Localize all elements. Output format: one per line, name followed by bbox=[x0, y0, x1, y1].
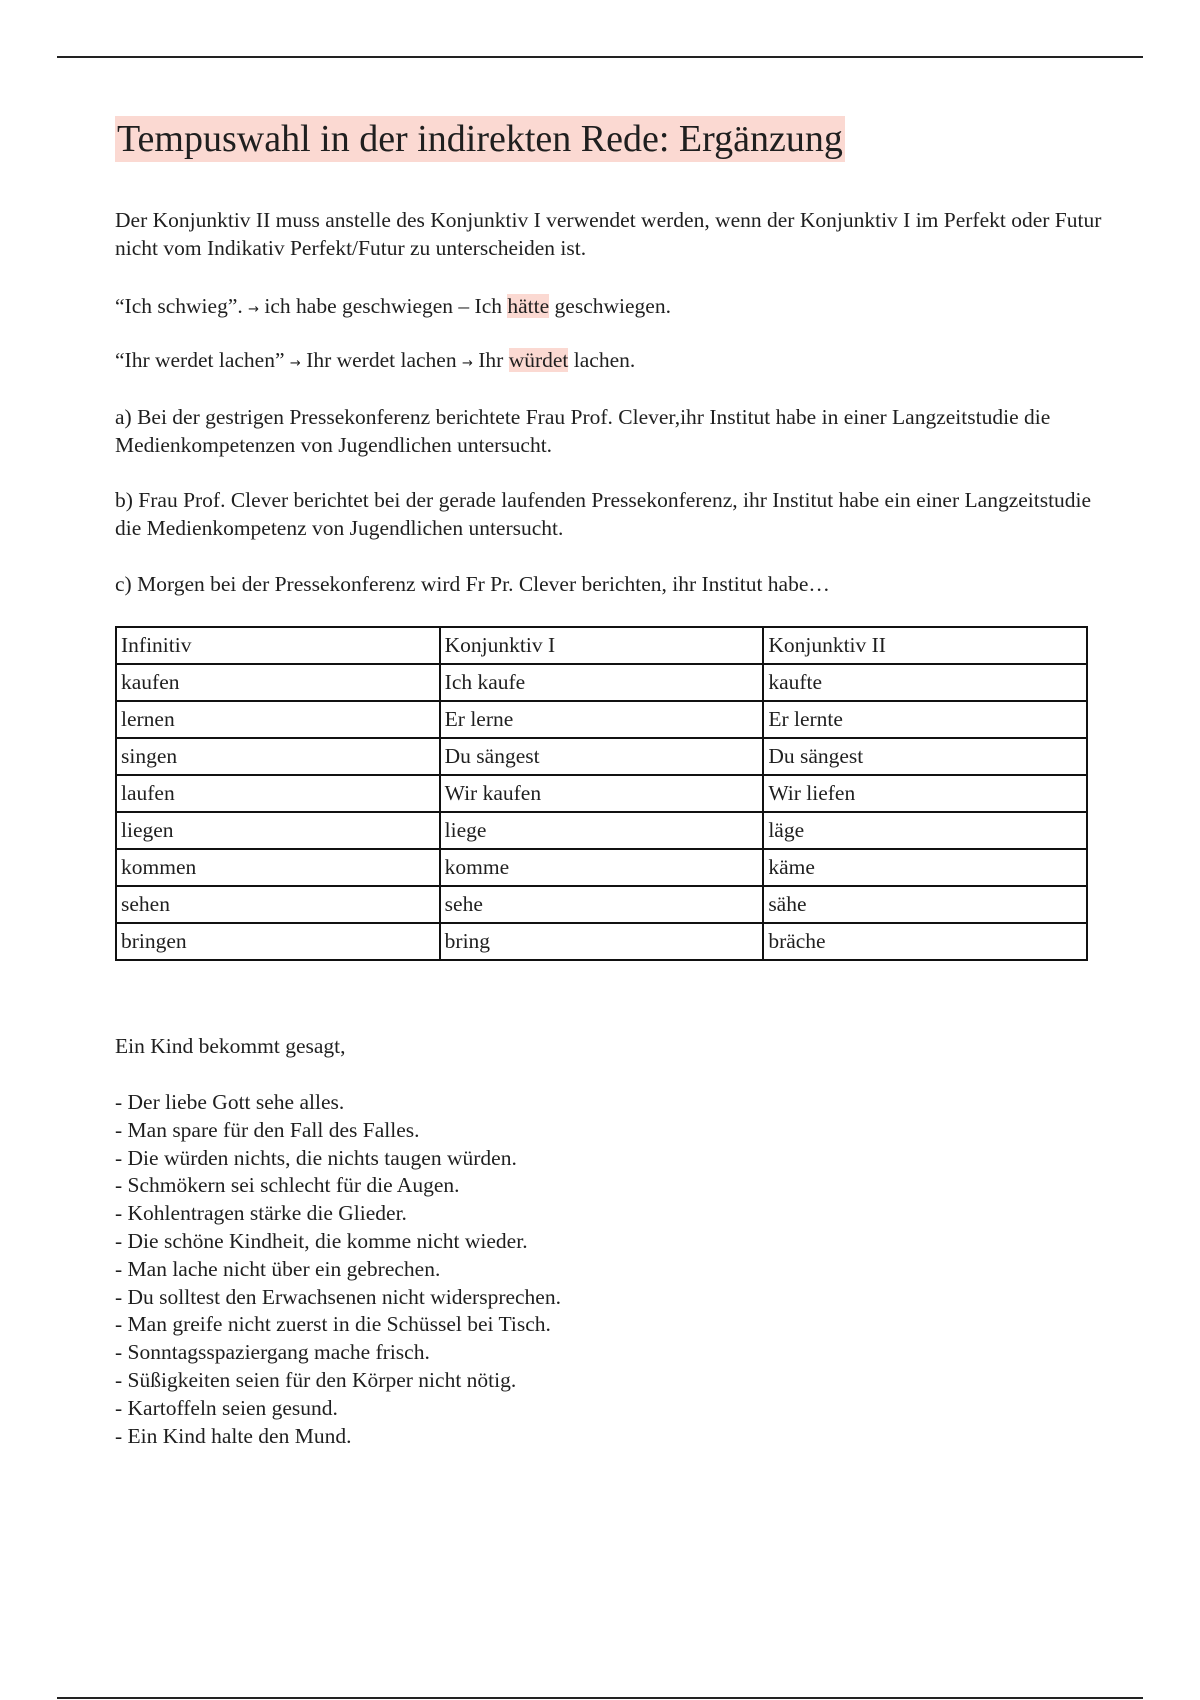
list-item: - Schmökern sei schlecht für die Augen. bbox=[115, 1173, 460, 1198]
list-item: - Sonntagsspaziergang mache frisch. bbox=[115, 1340, 430, 1365]
example-1 bbox=[115, 292, 1105, 324]
table-cell: Du sängest bbox=[763, 738, 1087, 775]
table-cell: Er lernte bbox=[763, 701, 1087, 738]
list-item: - Ein Kind halte den Mund. bbox=[115, 1423, 352, 1448]
table-cell: käme bbox=[763, 849, 1087, 886]
table-cell: kaufte bbox=[763, 664, 1087, 701]
table-row bbox=[116, 923, 1087, 960]
table-cell: sehe bbox=[440, 886, 764, 923]
list-item: - Kartoffeln seien gesund. bbox=[115, 1395, 338, 1420]
table-cell: Wir kaufen bbox=[440, 775, 764, 812]
table-cell: sehen bbox=[116, 886, 440, 923]
example-2-quote: “Ihr werdet lachen” bbox=[115, 348, 285, 372]
table-cell: kommen bbox=[116, 849, 440, 886]
task-b: b) Frau Prof. Clever berichtet bei der gerade laufenden Pressekonferenz, ihr Institut habe ein einer Langzeitstudie die Medienkompetenz von Jugendlichen untersucht. bbox=[115, 488, 1092, 540]
list-item: - Man lache nicht über ein gebrechen. bbox=[115, 1256, 441, 1281]
list-item: - Kohlentragen stärke die Glieder. bbox=[115, 1201, 407, 1226]
list-item: - Man spare für den Fall des Falles. bbox=[115, 1117, 420, 1142]
table-header-cell: Konjunktiv II bbox=[763, 627, 1087, 664]
list-item: - Die würden nichts, die nichts taugen würden. bbox=[115, 1145, 517, 1170]
list-item: - Man greife nicht zuerst in die Schüssel bei Tisch. bbox=[115, 1312, 551, 1337]
table-cell: komme bbox=[440, 849, 764, 886]
table-cell: sähe bbox=[763, 886, 1087, 923]
conjugation-table bbox=[115, 626, 1088, 961]
list-item: - Süßigkeiten seien für den Körper nicht nötig. bbox=[115, 1367, 517, 1392]
table-header-cell: Infinitiv bbox=[116, 627, 440, 664]
table-cell: singen bbox=[116, 738, 440, 775]
table-row bbox=[116, 812, 1087, 849]
table-cell: bräche bbox=[763, 923, 1087, 960]
table-cell: kaufen bbox=[116, 664, 440, 701]
example-1-quote: “Ich schwieg”. bbox=[115, 294, 243, 318]
bottom-rule bbox=[57, 1697, 1143, 1699]
table-row bbox=[116, 775, 1087, 812]
arrow-icon: → bbox=[248, 302, 260, 317]
table-row bbox=[116, 664, 1087, 701]
table-header-row bbox=[116, 627, 1087, 664]
list-intro: Ein Kind bekommt gesagt, bbox=[115, 1034, 346, 1058]
intro-paragraph: Der Konjunktiv II muss anstelle des Konjunktiv I verwendet werden, wenn der Konjunktiv I im Perfekt oder Futur nicht vom Indikativ Perfekt/Futur zu unterscheiden ist. bbox=[115, 208, 1102, 260]
table-cell: lernen bbox=[116, 701, 440, 738]
top-rule bbox=[57, 56, 1143, 58]
task-a: a) Bei der gestrigen Pressekonferenz berichtete Frau Prof. Clever,ihr Institut habe in einer Langzeitstudie die Medienkompetenzen von Jugendlichen untersucht. bbox=[115, 405, 1051, 457]
example-2-pre: Ihr bbox=[478, 348, 504, 372]
task-c: c) Morgen bei der Pressekonferenz wird Fr Pr. Clever berichten, ihr Institut habe… bbox=[115, 572, 830, 596]
example-2-middle: Ihr werdet lachen bbox=[306, 348, 457, 372]
table-cell: liege bbox=[440, 812, 764, 849]
sayings-list bbox=[115, 1089, 561, 1450]
table-cell: bring bbox=[440, 923, 764, 960]
example-2-end: lachen. bbox=[573, 348, 636, 372]
example-2 bbox=[115, 346, 1105, 378]
table-cell: bringen bbox=[116, 923, 440, 960]
table-cell: Du sängest bbox=[440, 738, 764, 775]
example-1-middle: ich habe geschwiegen – Ich bbox=[264, 294, 502, 318]
table-header-cell: Konjunktiv I bbox=[440, 627, 764, 664]
table-row bbox=[116, 738, 1087, 775]
table-cell: Wir liefen bbox=[763, 775, 1087, 812]
table-row bbox=[116, 886, 1087, 923]
list-item: - Die schöne Kindheit, die komme nicht wieder. bbox=[115, 1228, 528, 1253]
table-row bbox=[116, 701, 1087, 738]
table-cell: läge bbox=[763, 812, 1087, 849]
arrow-icon: → bbox=[289, 356, 301, 371]
example-1-highlight: hätte bbox=[507, 294, 550, 318]
example-1-end: geschwiegen. bbox=[554, 294, 671, 318]
list-item: - Der liebe Gott sehe alles. bbox=[115, 1090, 345, 1114]
table-cell: liegen bbox=[116, 812, 440, 849]
list-item: - Du solltest den Erwachsenen nicht widersprechen. bbox=[115, 1284, 561, 1309]
table-cell: laufen bbox=[116, 775, 440, 812]
table-cell: Er lerne bbox=[440, 701, 764, 738]
table-cell: Ich kaufe bbox=[440, 664, 764, 701]
example-2-highlight: würdet bbox=[508, 348, 569, 372]
table-row bbox=[116, 849, 1087, 886]
page-title: Tempuswahl in der indirekten Rede: Ergänzung bbox=[117, 118, 843, 160]
arrow-icon: → bbox=[461, 356, 473, 371]
